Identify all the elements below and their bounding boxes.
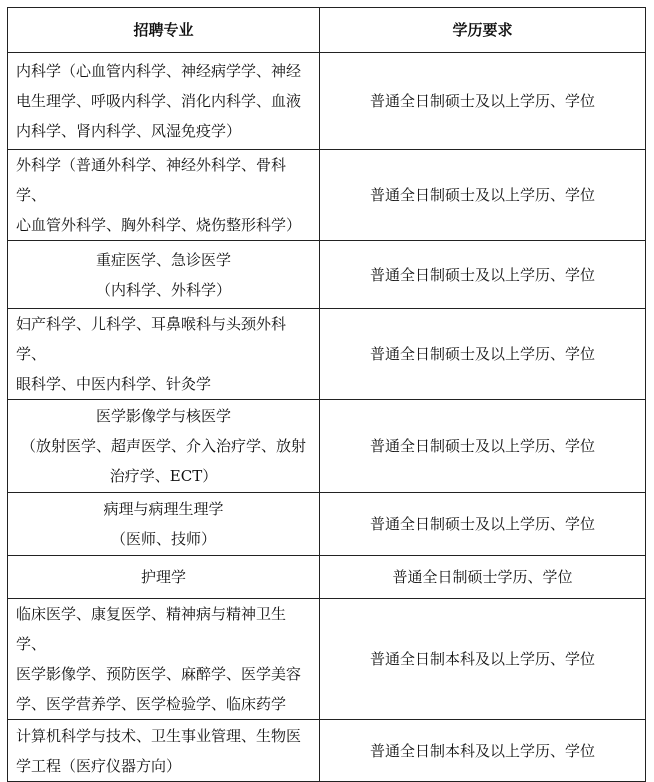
major-line: 临床医学、康复医学、精神病与精神卫生学、 (16, 605, 287, 653)
major-cell (8, 720, 320, 782)
education-requirement-cell: 普通全日制本科及以上学历、学位 (320, 720, 646, 782)
table-header-row (8, 8, 646, 53)
major-cell (8, 53, 320, 150)
major-line: 妇产科学、儿科学、耳鼻喉科与头颈外科学、 (16, 315, 287, 363)
education-requirement-cell: 普通全日制硕士及以上学历、学位 (320, 241, 646, 309)
header-education: 学历要求 (320, 8, 646, 53)
table-row (8, 720, 646, 782)
education-requirement-cell: 普通全日制硕士及以上学历、学位 (320, 53, 646, 150)
table-row (8, 53, 646, 150)
major-line: （放射医学、超声医学、介入治疗学、放射 (20, 437, 306, 455)
major-line: 计算机科学与技术、卫生事业管理、生物医 (16, 726, 302, 745)
major-cell (8, 400, 320, 493)
major-line: 重症医学、急诊医学 (95, 250, 231, 269)
major-cell (8, 241, 320, 309)
table-row (8, 599, 646, 720)
major-line: 心血管外科学、胸外科学、烧伤整形科学） (16, 216, 302, 234)
major-cell (8, 599, 320, 720)
education-requirement-cell: 普通全日制硕士及以上学历、学位 (320, 309, 646, 400)
education-requirement-cell: 普通全日制硕士学历、学位 (320, 556, 646, 599)
table-row (8, 400, 646, 493)
table-row (8, 309, 646, 400)
major-line: 外科学（普通外科学、神经外科学、骨科学、 (16, 156, 287, 204)
major-line: 内科学、肾内科学、风湿免疫学） (16, 122, 242, 140)
major-line: 护理学 (140, 568, 186, 586)
education-requirement-cell: 普通全日制硕士及以上学历、学位 (320, 493, 646, 556)
education-requirement-cell: 普通全日制硕士及以上学历、学位 (320, 400, 646, 493)
education-requirement-cell: 普通全日制硕士及以上学历、学位 (320, 150, 646, 241)
education-requirement-cell: 普通全日制本科及以上学历、学位 (320, 599, 646, 720)
major-line: （内科学、外科学） (95, 280, 231, 299)
table-body (8, 53, 646, 782)
table-row (8, 493, 646, 556)
major-line: 病理与病理生理学 (103, 500, 224, 518)
major-line: 内科学（心血管内科学、神经病学学、神经 (16, 62, 302, 80)
major-line: 学工程（医疗仪器方向） (16, 756, 182, 775)
table-row (8, 556, 646, 599)
major-line: 医学影像学、预防医学、麻醉学、医学美容 (16, 665, 302, 683)
header-major: 招聘专业 (8, 8, 320, 53)
major-cell (8, 309, 320, 400)
major-line: 眼科学、中医内科学、针灸学 (16, 375, 212, 393)
major-line: 学、医学营养学、医学检验学、临床药学 (16, 695, 287, 713)
table-row (8, 241, 646, 309)
major-line: 医学影像学与核医学 (95, 407, 231, 425)
major-cell (8, 556, 320, 599)
major-line: 治疗学、ECT） (109, 467, 218, 485)
major-line: （医师、技师） (110, 530, 216, 548)
major-cell (8, 150, 320, 241)
major-cell (8, 493, 320, 556)
table-row (8, 150, 646, 241)
major-line: 电生理学、呼吸内科学、消化内科学、血液 (16, 92, 302, 110)
recruitment-table (7, 7, 646, 782)
